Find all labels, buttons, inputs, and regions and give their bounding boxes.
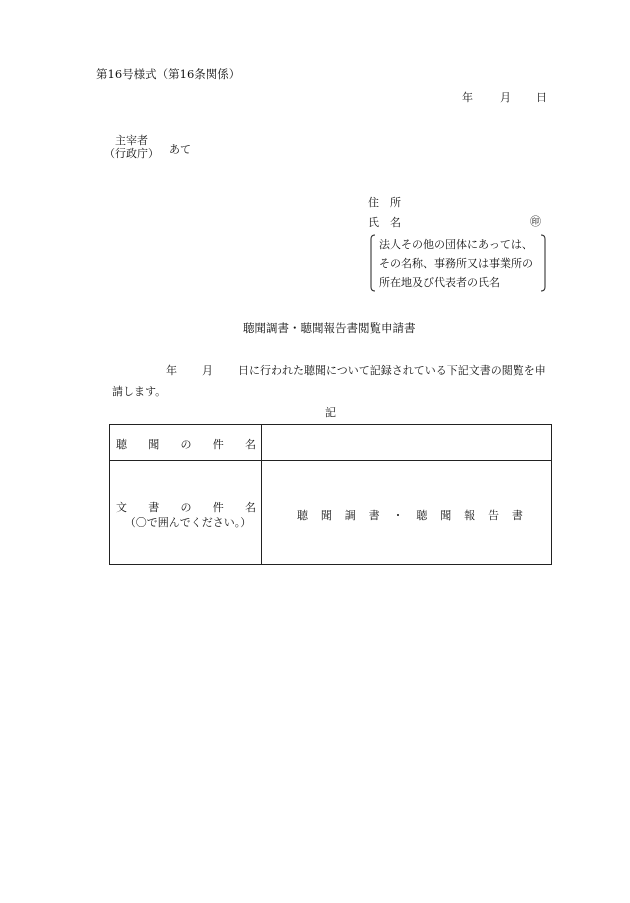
document-title: 聴聞調書・聴聞報告書閲覧申請書 bbox=[243, 321, 416, 335]
corporate-note bbox=[379, 235, 533, 292]
doc-char: 調 bbox=[344, 509, 356, 522]
label-char: 聞 bbox=[148, 438, 160, 451]
body-rest: 日に行われた聴聞について記録されている下記文書の閲覧を申 bbox=[238, 364, 546, 377]
table-divider-vertical bbox=[261, 425, 262, 564]
doc-char: 聞 bbox=[320, 509, 332, 522]
body-text-line1 bbox=[112, 362, 572, 378]
document-options bbox=[297, 507, 523, 523]
corporate-note-line: 所在地及び代表者の氏名 bbox=[379, 276, 500, 289]
request-table bbox=[109, 424, 552, 565]
hearing-subject-label bbox=[116, 436, 256, 452]
table-divider-horizontal bbox=[110, 460, 551, 461]
body-month: 月 bbox=[202, 364, 213, 377]
ki-heading: 記 bbox=[325, 406, 336, 419]
form-number: 第16号様式（第16条関係） bbox=[96, 67, 241, 81]
doc-char: 聴 bbox=[297, 509, 308, 522]
label-char: 聴 bbox=[116, 438, 127, 451]
doc-char: 書 bbox=[368, 509, 380, 522]
doc-char: 報 bbox=[464, 509, 476, 522]
date-day: 日 bbox=[536, 91, 547, 104]
label-char: 名 bbox=[245, 501, 256, 514]
corporate-note-line: その名称、事務所又は事業所の bbox=[379, 257, 533, 270]
label-char: の bbox=[180, 438, 192, 451]
label-char: 件 bbox=[212, 438, 224, 451]
addressee-title bbox=[104, 134, 159, 160]
doc-char: ・ bbox=[392, 509, 404, 522]
corporate-note-line: 法人その他の団体にあっては、 bbox=[379, 238, 533, 251]
document-subject-label bbox=[116, 499, 256, 515]
date-line bbox=[462, 89, 547, 105]
document-subject-note: （〇で囲んでください。） bbox=[124, 516, 252, 529]
date-month: 月 bbox=[500, 91, 511, 104]
doc-char: 聴 bbox=[416, 509, 428, 522]
addressee-title-line2: （行政庁） bbox=[104, 147, 159, 160]
date-year: 年 bbox=[462, 91, 473, 104]
name-label: 氏 名 bbox=[368, 216, 401, 229]
label-char: 書 bbox=[148, 501, 160, 514]
label-char: の bbox=[180, 501, 192, 514]
doc-char: 書 bbox=[511, 509, 523, 522]
doc-char: 聞 bbox=[440, 509, 452, 522]
addressee-suffix: あて bbox=[169, 143, 191, 156]
doc-char: 告 bbox=[488, 509, 499, 522]
body-text-line2: 請します。 bbox=[112, 385, 167, 398]
seal-mark: ㊞ bbox=[530, 215, 541, 228]
corporate-note-bracket bbox=[369, 234, 547, 292]
label-char: 件 bbox=[212, 501, 224, 514]
label-char: 文 bbox=[116, 501, 127, 514]
addressee-title-line1: 主宰者 bbox=[115, 134, 148, 147]
label-char: 名 bbox=[245, 438, 256, 451]
address-label: 住 所 bbox=[368, 196, 401, 209]
body-year: 年 bbox=[166, 364, 177, 377]
